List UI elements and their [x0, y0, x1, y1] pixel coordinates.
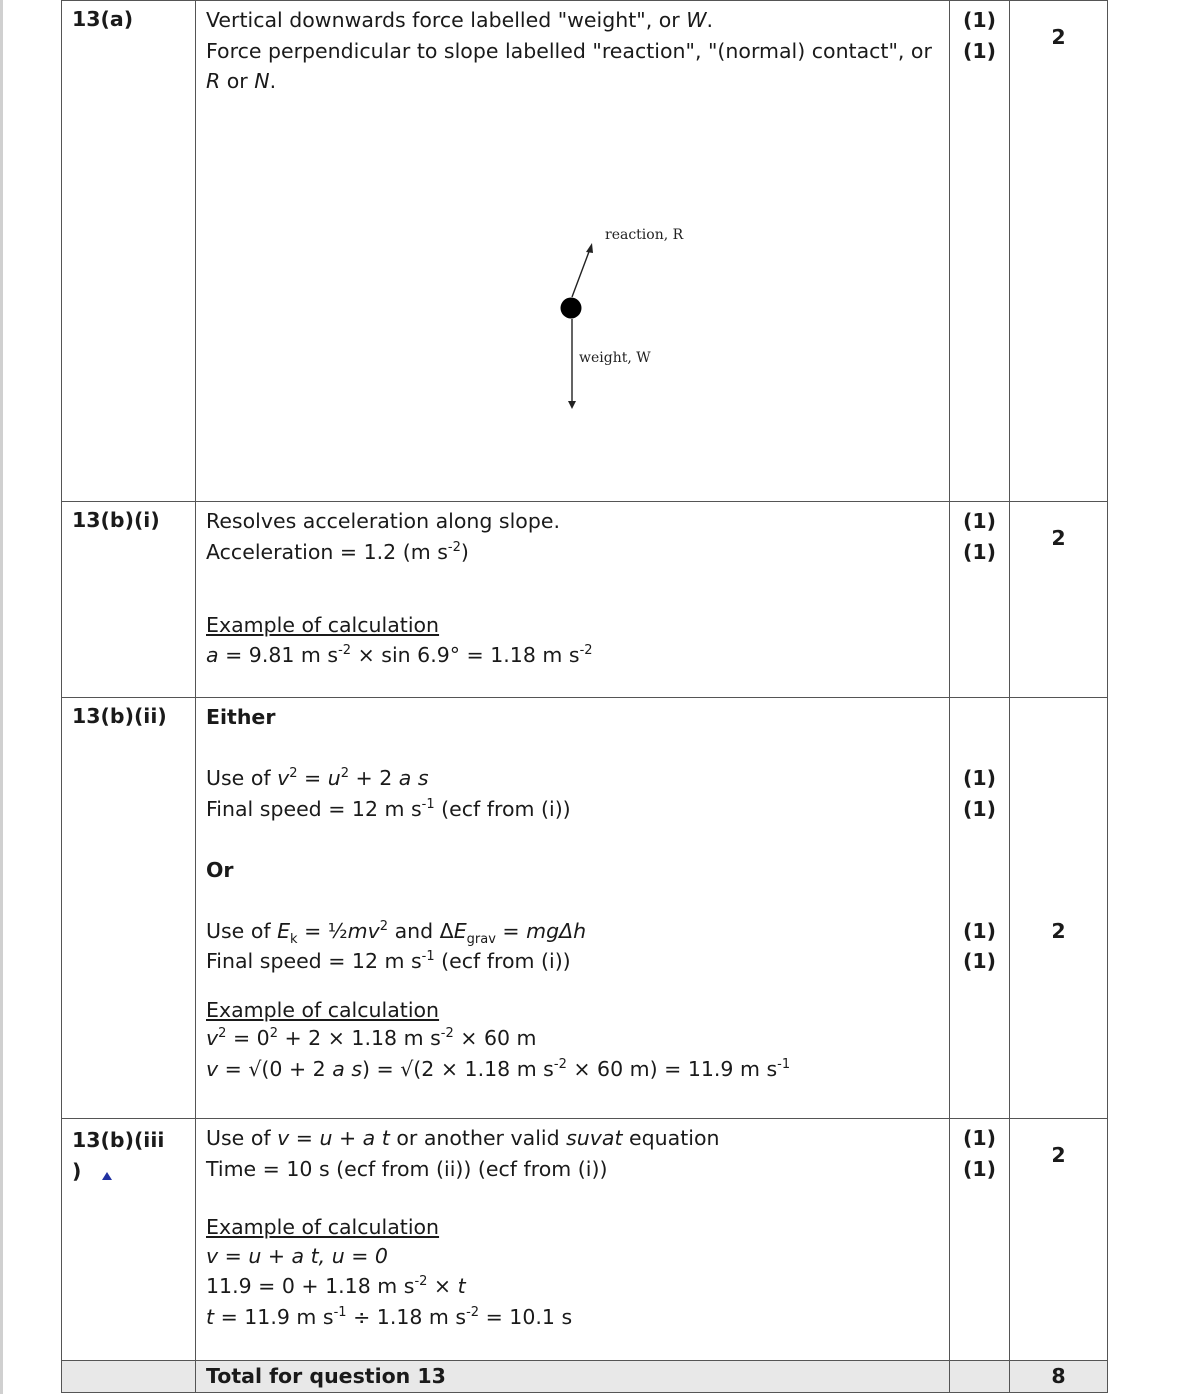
- total-cell: [1010, 698, 1108, 1119]
- answer-cell: [196, 1119, 950, 1361]
- answer-line: Resolves acceleration along slope.: [206, 509, 560, 533]
- mark-scheme-table: [61, 0, 1108, 1393]
- answer-line: Final speed = 12 m $s^{-1}$ (ecf from (i)): [206, 949, 571, 973]
- mark: (1): [962, 1156, 996, 1181]
- mark: (1): [962, 509, 996, 533]
- answer-line: Acceleration = 1.2 (m $s^{-2}$): [206, 539, 469, 564]
- cursor-marker-icon: [102, 1172, 112, 1180]
- total-spacer: [62, 1361, 196, 1393]
- example-heading: Example of calculation: [206, 1215, 440, 1239]
- calc-line: 11.9 = 0 + 1.18 m $s^{-2} \times t$: [206, 1274, 466, 1298]
- total-cell: [1010, 1, 1108, 502]
- answer-line: Time = 10 s (ecf from (ii)) (ecf from (i)): [206, 1156, 608, 1181]
- answer-line: Final speed = 12 m $s^{-1}$ (ecf from (i)): [206, 796, 571, 821]
- row-total: 2: [1051, 918, 1066, 943]
- object-ball: [561, 297, 582, 318]
- answer-line: Use of $v^2 = u^2 + 2$ a s: [206, 766, 429, 790]
- page-left-border: [0, 0, 3, 1394]
- answer-cell: [196, 698, 950, 1119]
- row-13b-iii: [62, 1119, 1108, 1361]
- question-number: 13(b)(iii ): [62, 1119, 196, 1361]
- weight-label: weight, W: [579, 349, 651, 366]
- answer-line: Use of v = u + a t or another valid suvat equation: [206, 1126, 720, 1150]
- calc-line: v = √(0 + 2 a s) = √(2 × 1.18 m $s^{-2} \times 60$ m) = 11.9 m $s^{-1}$: [206, 1056, 791, 1081]
- row-13a: [62, 1, 1108, 502]
- or-heading: Or: [206, 857, 234, 882]
- answer-line: R or N.: [206, 69, 277, 93]
- calc-line: t = 11.9 m $s^{-1} \div 1.18$ m $s^{-2} = 10.1$ s: [206, 1304, 573, 1329]
- mark: (1): [962, 918, 996, 943]
- calc-line: a = 9.81 m $s^{-2} \times \sin 6.9^\circ = 1.18$ m $s^{-2}$: [206, 643, 593, 667]
- marks-cell: [950, 502, 1010, 698]
- mark: (1): [962, 38, 996, 63]
- example-heading: Example of calculation: [206, 612, 440, 637]
- row-13b-i: [62, 502, 1108, 698]
- weight-arrowhead: [568, 401, 576, 409]
- reaction-label: reaction, R: [605, 226, 684, 243]
- marks-cell: [950, 1119, 1010, 1361]
- mark: (1): [962, 539, 996, 564]
- either-heading: Either: [206, 705, 276, 729]
- answer-line: Use of $E_k$ = $\frac{1}{2}mv^2$ and $\Delta E_{grav} = mg\Delta h$: [206, 918, 587, 947]
- answer-cell: [196, 1, 950, 502]
- reaction-arrow: [572, 249, 590, 297]
- question-number: 13(a): [62, 1, 196, 502]
- reaction-arrowhead: [586, 243, 593, 253]
- total-cell: [1010, 502, 1108, 698]
- mark: (1): [962, 796, 996, 821]
- mark: (1): [962, 766, 996, 790]
- mark: (1): [962, 949, 996, 973]
- marks-cell: [950, 1, 1010, 502]
- answer-line: Vertical downwards force labelled "weight", or W.: [206, 8, 714, 32]
- calc-line: $v^2 = 0^2 + 2 \times 1.18$ m $s^{-2} \times 60$ m: [206, 1026, 537, 1050]
- row-13b-ii: [62, 698, 1108, 1119]
- mark: (1): [962, 8, 996, 32]
- row-total-question: [62, 1361, 1108, 1393]
- row-total: 2: [1051, 1142, 1066, 1167]
- question-number: 13(b)(i): [62, 502, 196, 698]
- grand-total: 8: [1010, 1361, 1108, 1393]
- force-diagram: [206, 97, 940, 427]
- marks-cell: [950, 698, 1010, 1119]
- question-number: 13(b)(ii): [62, 698, 196, 1119]
- answer-cell: [196, 502, 950, 698]
- calc-line: v = u + a t, u = 0: [206, 1243, 388, 1268]
- total-cell: [1010, 1119, 1108, 1361]
- total-label: Total for question 13: [196, 1361, 950, 1393]
- total-spacer: [950, 1361, 1010, 1393]
- example-heading: Example of calculation: [206, 997, 440, 1022]
- row-total: 2: [1051, 24, 1066, 49]
- row-total: 2: [1051, 525, 1066, 550]
- answer-line: Force perpendicular to slope labelled "reaction", "(normal) contact", or: [206, 38, 932, 63]
- mark: (1): [962, 1126, 996, 1150]
